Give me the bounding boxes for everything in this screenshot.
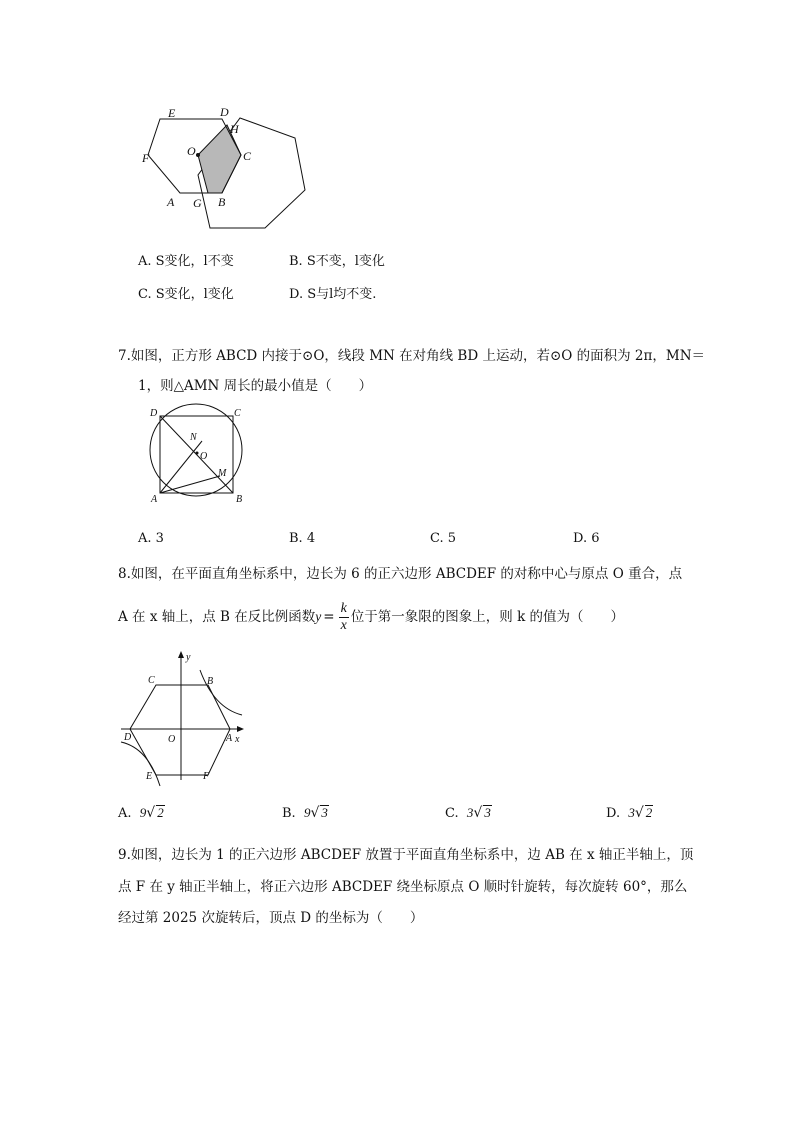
label-N: N — [190, 432, 197, 443]
func-fraction — [339, 601, 349, 634]
q7-option-a: A. 3 — [138, 531, 164, 546]
q9-text-line2: 点 F 在 y 轴正半轴上，将正六边形 ABCDEF 绕坐标原点 O 顺时针旋转，每次旋转 60°，那么 — [118, 879, 688, 895]
q7-option-c: C. 5 — [430, 531, 457, 546]
q7-text-line2: 1，则△AMN 周长的最小值是（ ） — [138, 378, 373, 394]
q6-option-a: A. S变化，l不变 — [138, 254, 234, 269]
q6-option-c: C. S变化，l变化 — [138, 287, 234, 302]
label-B: B — [207, 676, 214, 687]
label-E: E — [168, 106, 176, 120]
q8-text-line1: 8.如图，在平面直角坐标系中，边长为 6 的正六边形 ABCDEF 的对称中心与原点 O 重合，点 — [118, 566, 683, 582]
label-A: A — [226, 733, 233, 744]
func-eq: = — [323, 609, 335, 625]
label-A: A — [167, 195, 175, 209]
q9-text-line1: 9.如图，边长为 1 的正六边形 ABCDEF 放置于平面直角坐标系中，边 AB 在 x 轴正半轴上，顶 — [118, 847, 694, 863]
q8-option-d: D. 3√ 2 — [606, 805, 653, 821]
q8-text-line2 — [118, 598, 624, 636]
func-y: y — [315, 609, 322, 624]
q8-option-a: A. 9√ 2 — [118, 805, 164, 821]
q8-line2-post: 位于第一象限的图象上，则 k 的值为（ ） — [350, 609, 625, 625]
q7-option-b: B. 4 — [289, 531, 316, 546]
label-y: y — [186, 652, 191, 663]
label-C: C — [148, 675, 155, 686]
label-O: O — [200, 451, 208, 462]
label-D: D — [150, 408, 158, 419]
label-G: G — [193, 196, 202, 210]
label-B: B — [218, 195, 226, 209]
label-D: D — [220, 105, 229, 119]
label-O: O — [168, 734, 176, 745]
label-E: E — [146, 771, 153, 782]
q8-line2-pre: A 在 x 轴上，点 B 在反比例函数 — [118, 609, 316, 625]
figure-q8-hexagon-axes — [118, 648, 253, 788]
label-M: M — [218, 468, 227, 479]
label-x: x — [235, 734, 240, 745]
func-numerator: k — [340, 601, 347, 616]
label-F: F — [142, 151, 150, 165]
q9-text-line3: 经过第 2025 次旋转后，顶点 D 的坐标为（ ） — [118, 910, 424, 926]
q8-option-b: B. 9√ 3 — [282, 805, 328, 821]
q6-option-b: B. S不变，l变化 — [289, 254, 385, 269]
label-B: B — [236, 494, 243, 505]
label-F: F — [203, 771, 210, 782]
label-C: C — [243, 149, 252, 163]
hexagon-abcdef — [130, 685, 230, 775]
label-C: C — [234, 408, 241, 419]
q8-option-c: C. 3√ 3 — [445, 805, 491, 821]
hyperbola-branch-3 — [121, 742, 160, 786]
label-H: H — [230, 122, 239, 136]
label-O: O — [187, 144, 196, 158]
label-A: A — [151, 494, 158, 505]
func-denominator: x — [340, 618, 347, 633]
figure-q6-hexagons — [130, 100, 320, 240]
q6-option-d: D. S与l均不变. — [289, 287, 377, 302]
q7-text-line1: 7.如图，正方形 ABCD 内接于⊙O，线段 MN 在对角线 BD 上运动，若⊙O 的面积为 2π，MN＝ — [118, 348, 706, 364]
figure-q7-square-circle — [140, 403, 260, 508]
label-D: D — [124, 732, 132, 743]
q7-option-d: D. 6 — [573, 531, 600, 546]
